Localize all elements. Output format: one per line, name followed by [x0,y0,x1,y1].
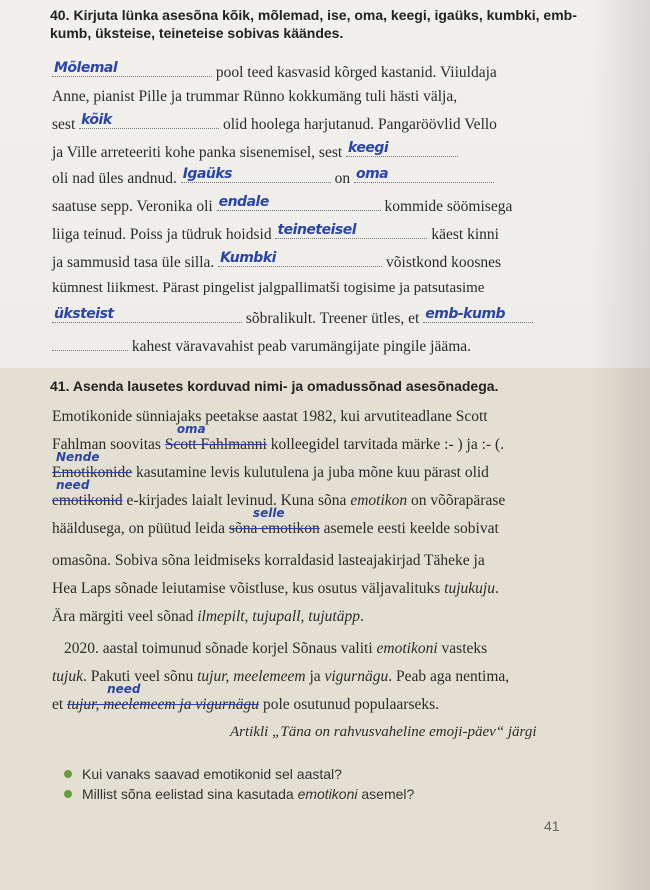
blank-2[interactable]: kõik [79,114,219,129]
ex40-line-8: ja sammusid tasa üle silla. Kumbki võistkond koosnes [52,250,502,271]
blank-8[interactable]: Kumbki [218,252,382,267]
ex40-line-9: kümnest liikmest. Pärast pingelist jalgpallimatši togisime ja patsutasime [52,280,485,296]
ex41-line-1: Emotikonide sünniajaks peetakse aastat 1982, kui arvutiteadlane Scott [52,408,488,425]
correction-nende: Nende [56,450,100,464]
exercise-41-number: 41. [50,378,70,394]
ex41-line-8: Ära märgiti veel sõnad ilmepilt, tujupall, tujutäpp. [52,608,364,625]
correction-need-1: need [56,478,90,492]
exercise-40-instruction: Kirjuta lünka asesõna kõik, mõlemad, ise, oma, keegi, igaüks, kumbki, emb-kumb, üksteise, teineteise sobivas käändes. [50,7,577,41]
blank-3[interactable]: keegi [346,142,458,157]
ex41-line-9: 2020. aastal toimunud sõnade korjel Sõnaus valiti emotikoni vasteks [64,640,488,657]
ex40-line-2: Anne, pianist Pille ja trummar Rünno kokkumäng tuli hästi välja, [52,88,458,105]
question-2: Millist sõna eelistad sina kasutada emotikoni asemel? [64,784,414,804]
ex40-line-11: kahest väravavahist peab varumängijate pingile jääma. [52,336,562,356]
exercise-40-number: 40. [50,7,70,23]
ex40-line-10: üksteist sõbralikult. Treener ütles, et emb-kumb [52,308,562,328]
blank-9[interactable]: üksteist [52,308,242,323]
correction-selle: selle [252,506,285,520]
struck-scott-fahlmanni: Scott Fahlmanni [164,436,267,453]
ex41-line-10: tujuk. Pakuti veel sõnu tujur, meelemeem ja vigurnägu. Peab aga nentima, [52,668,510,685]
blank-6[interactable]: endale [217,196,381,211]
exercise-41-instruction: Asenda lausetes korduvad nimi- ja omadussõnad asesõnadega. [72,378,499,394]
struck-emotikonide: Emotikonide [52,464,133,481]
page-number: 41 [544,818,560,834]
blank-7[interactable]: teineteisel [275,224,427,239]
struck-sona-emotikon: sõna emotikon [228,520,320,537]
blank-11[interactable] [52,336,128,351]
ex41-line-11: et need tujur, meelemeem ja vigurnägu pole osutunud populaarseks. [52,682,440,713]
bullet-icon [64,770,72,778]
ex41-line-6: omasõna. Sobiva sõna leidmiseks korraldasid lasteajakirjad Täheke ja [52,552,485,569]
exercise-40 [50,6,610,42]
blank-5[interactable]: oma [354,168,494,183]
ex41-line-5: hääldusega, on püütud leida selle sõna emotikon asemele eesti keelde sobivat [52,506,499,537]
correction-oma: oma [176,422,206,436]
question-1: Kui vanaks saavad emotikonid sel aastal? [64,764,414,784]
article-source: Artikli „Täna on rahvusvaheline emoji-päev“ järgi [230,724,537,740]
ex41-line-4: need emotikonid e-kirjades laialt levinud. Kuna sõna emotikon on võõrapärase [52,478,506,509]
exercise-41-title [50,378,498,394]
ex40-line-7: liiga teinud. Poiss ja tüdruk hoidsid teineteisel käest kinni [52,222,499,243]
ex40-line-4: ja Ville arreteeriti kohe panka sisenemisel, sest keegi [52,142,562,162]
ex41-line-3: Nende Emotikonide kasutamine levis kulutulena ja juba mõne kuu pärast olid [52,450,489,481]
struck-word-list: tujur, meelemeem ja vigurnägu [67,696,260,713]
question-list [64,764,414,804]
ex40-line-5: oli nad üles andnud. Igaüks on oma [52,168,562,188]
blank-1[interactable] [52,62,212,77]
correction-need-2: need [107,682,141,696]
ex40-line-6: saatuse sepp. Veronika oli endale kommide söömisega [52,194,513,215]
ex41-line-2: Fahlman soovitas oma Scott Fahlmanni kolleegidel tarvitada märke :- ) ja :- (. [52,422,504,453]
ex40-line-3: sest kõik olid hoolega harjutanud. Pangaröövlid Vello [52,112,497,133]
exercise-40-title [50,6,610,42]
bullet-icon [64,790,72,798]
ex40-line-1: Mõlemal pool teed kasvasid kõrged kastanid. Viiuldaja [54,60,497,81]
answer-1: Mõlemal [54,60,118,76]
blank-10[interactable]: emb-kumb [423,308,533,323]
ex41-line-7: Hea Laps sõnade leiutamise võistluse, kus osutus väljavalituks tujukuju. [52,580,499,597]
blank-4[interactable]: Igaüks [181,168,331,183]
struck-emotikonid: emotikonid [52,492,123,509]
